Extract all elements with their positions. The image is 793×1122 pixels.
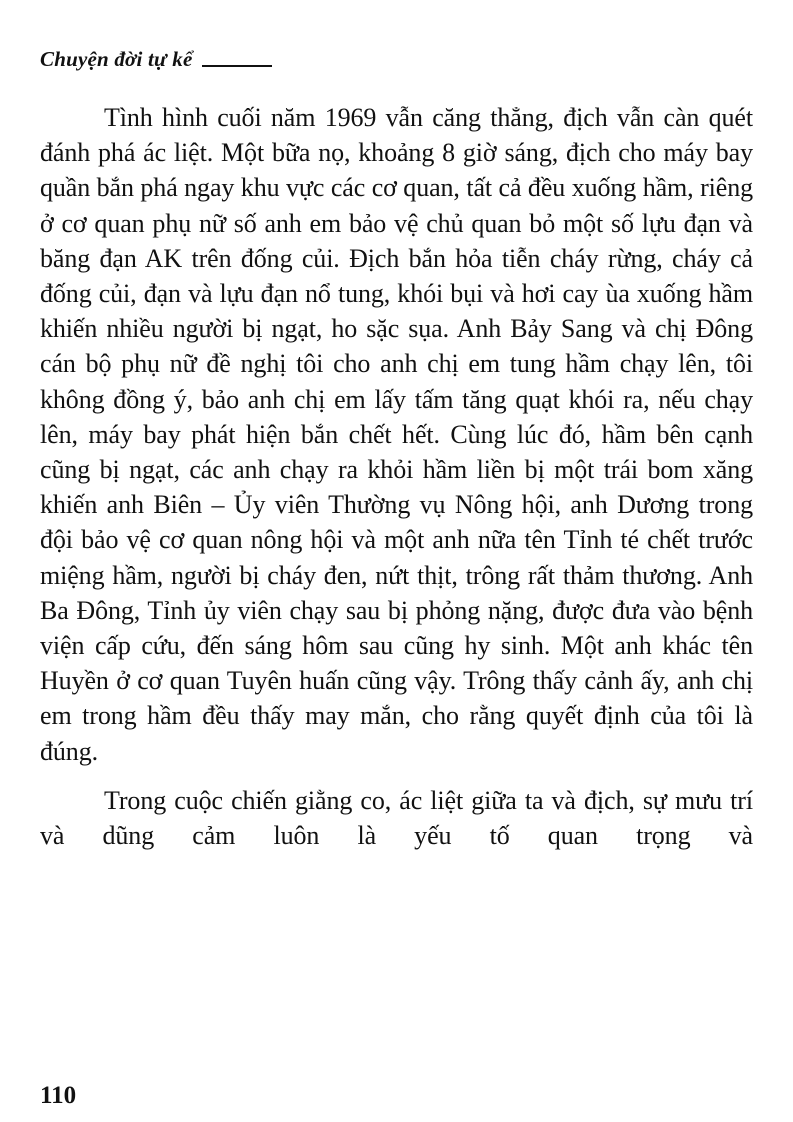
body-text (40, 100, 753, 853)
running-title: Chuyện đời tự kể (40, 47, 193, 71)
header-rule (202, 65, 272, 67)
running-header (40, 40, 272, 70)
paragraph-1: Tình hình cuối năm 1969 vẫn căng thẳng, địch vẫn càn quét đánh phá ác liệt. Một bữa nọ, khoảng 8 giờ sáng, địch cho máy bay quần bắn phá ngay khu vực các cơ quan, tất cả đều xuống hầm, riêng ở cơ quan phụ nữ số anh em bảo vệ chủ quan bỏ một số lựu đạn và băng đạn AK trên đống củi. Địch bắn hỏa tiễn cháy rừng, cháy cả đống củi, đạn và lựu đạn nổ tung, khói bụi và hơi cay ùa xuống hầm khiến nhiều người bị ngạt, ho sặc sụa. Anh Bảy Sang và chị Đông cán bộ phụ nữ đề nghị tôi cho anh chị em tung hầm chạy lên, tôi không đồng ý, bảo anh chị em lấy tấm tăng quạt khói ra, nếu chạy lên, máy bay phát hiện bắn chết hết. Cùng lúc đó, hầm bên cạnh cũng bị ngạt, các anh chạy ra khỏi hầm liền bị một trái bom xăng khiến anh Biên – Ủy viên Thường vụ Nông hội, anh Dương trong đội bảo vệ cơ quan nông hội và một anh nữa tên Tỉnh té chết trước miệng hầm, người bị cháy đen, nứt thịt, trông rất thảm thương. Anh Ba Đông, Tỉnh ủy viên chạy sau bị phỏng nặng, được đưa vào bệnh viện cấp cứu, đến sáng hôm sau cũng hy sinh. Một anh khác tên Huyền ở cơ quan Tuyên huấn cũng vậy. Trông thấy cảnh ấy, anh chị em trong hầm đều thấy may mắn, cho rằng quyết định của tôi là đúng. (40, 103, 753, 766)
page-number: 110 (40, 1082, 77, 1109)
paragraph-2: Trong cuộc chiến giằng co, ác liệt giữa ta và địch, sự mưu trí và dũng cảm luôn là yếu tố quan trọng và (40, 785, 753, 851)
